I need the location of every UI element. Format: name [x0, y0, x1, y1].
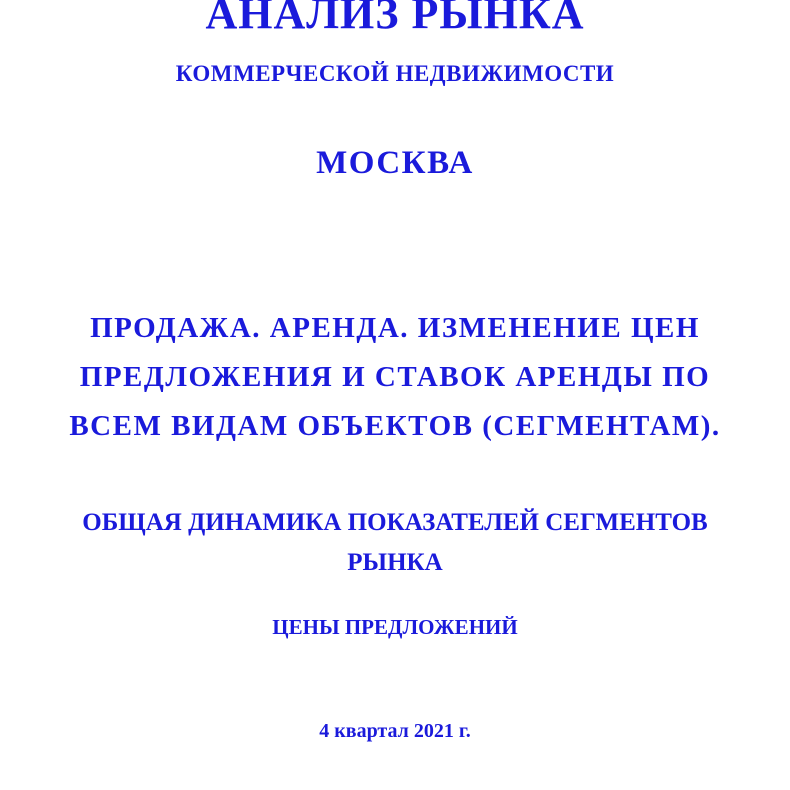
dynamics-heading-line-1: ОБЩАЯ ДИНАМИКА ПОКАЗАТЕЛЕЙ СЕГМЕНТОВ	[82, 509, 708, 536]
city-heading: МОСКВА	[316, 145, 474, 181]
report-period: 4 квартал 2021 г.	[319, 720, 471, 742]
dynamics-heading-line-2: РЫНКА	[347, 549, 443, 576]
topic-line-2: ПРЕДЛОЖЕНИЯ И СТАВОК АРЕНДЫ ПО	[79, 361, 711, 393]
report-subtitle: КОММЕРЧЕСКОЙ НЕДВИЖИМОСТИ	[175, 61, 615, 86]
report-title: АНАЛИЗ РЫНКА	[205, 0, 585, 38]
prices-heading: ЦЕНЫ ПРЕДЛОЖЕНИЙ	[272, 615, 518, 639]
topic-line-1: ПРОДАЖА. АРЕНДА. ИЗМЕНЕНИЕ ЦЕН	[90, 312, 700, 344]
topic-line-3: ВСЕМ ВИДАМ ОБЪЕКТОВ (СЕГМЕНТАМ).	[69, 410, 721, 442]
